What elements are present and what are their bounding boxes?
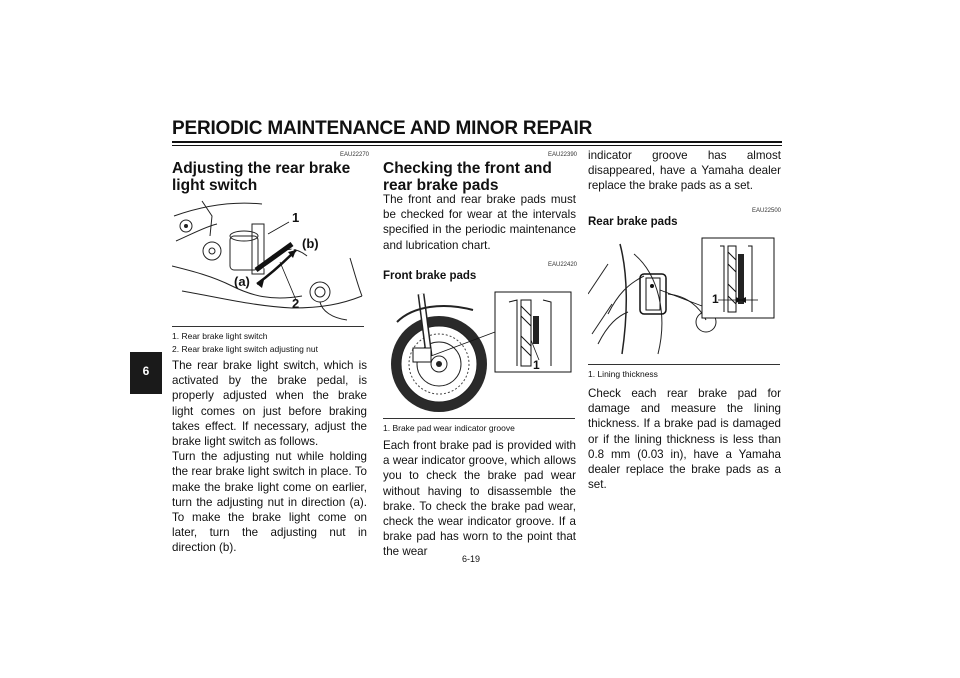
- caption-item: 1. Brake pad wear indicator groove: [383, 423, 515, 433]
- subsection-heading: Front brake pads: [383, 270, 477, 282]
- chapter-tab: 6: [130, 352, 162, 394]
- figure-caption: [383, 418, 575, 435]
- caption-item: 1. Lining thickness: [588, 369, 658, 379]
- body-paragraph: [172, 358, 367, 556]
- section-code: EAU22270: [340, 152, 370, 158]
- intro-paragraph: The front and rear brake pads must be checked for wear at the intervals specified in the periodic maintenance and lubrication chart.: [383, 193, 576, 252]
- header-rule-thin: [172, 145, 782, 146]
- header-rule: [172, 141, 782, 143]
- subsection-code: EAU22420: [548, 262, 578, 268]
- figure-label-a: (a): [234, 274, 250, 289]
- body-text: Turn the adjusting nut while holding the rear brake light switch in place. To make the brake light come on earlier, turn the adjusting nut in direction (a). To make the brake light come on later, turn the adjusting nut in direction (b).: [172, 450, 367, 555]
- section-heading: Adjusting the rear brake light switch: [172, 160, 351, 194]
- page-title: PERIODIC MAINTENANCE AND MINOR REPAIR: [172, 118, 593, 139]
- figure-label-2: 2: [292, 296, 300, 311]
- brake-light-switch-figure: [172, 196, 364, 324]
- figure-label-1: 1: [712, 292, 719, 306]
- section-code: EAU22390: [548, 152, 578, 158]
- caption-item: 1. Rear brake light switch: [172, 331, 268, 341]
- subsection-code: EAU22500: [752, 208, 782, 214]
- front-brake-figure: [383, 286, 575, 414]
- section-heading: Checking the front and rear brake pads: [383, 160, 552, 194]
- body-paragraph: Each front brake pad is provided with a wear indicator groove, which allows you to check the brake pad wear without having to disassemble the brake. To check the brake pad wear, check the wear indicator groove. If a brake pad has worn to the point that the wear: [383, 439, 576, 559]
- figure-caption: [588, 364, 780, 381]
- figure-label-1: 1: [533, 358, 540, 372]
- rear-brake-figure: [588, 234, 780, 360]
- caption-item: 2. Rear brake light switch adjusting nut: [172, 344, 318, 354]
- continued-paragraph: indicator groove has almost disappeared, have a Yamaha dealer replace the brake pads as a set.: [588, 149, 781, 193]
- figure-label-b: (b): [302, 236, 319, 251]
- body-text: The rear brake light switch, which is activated by the brake pedal, is properly adjusted when the brake light comes on just before braking takes effect. If necessary, adjust the brake light switch as follows.: [172, 359, 367, 449]
- subsection-heading: Rear brake pads: [588, 216, 678, 228]
- figure-caption: [172, 326, 364, 356]
- page-number: 6-19: [462, 554, 481, 564]
- figure-label-1: 1: [292, 210, 300, 225]
- body-paragraph: Check each rear brake pad for damage and measure the lining thickness. If a brake pad is damaged or if the lining thickness is less than 0.8 mm (0.03 in), have a Yamaha dealer replace the brake pads as a set.: [588, 387, 781, 492]
